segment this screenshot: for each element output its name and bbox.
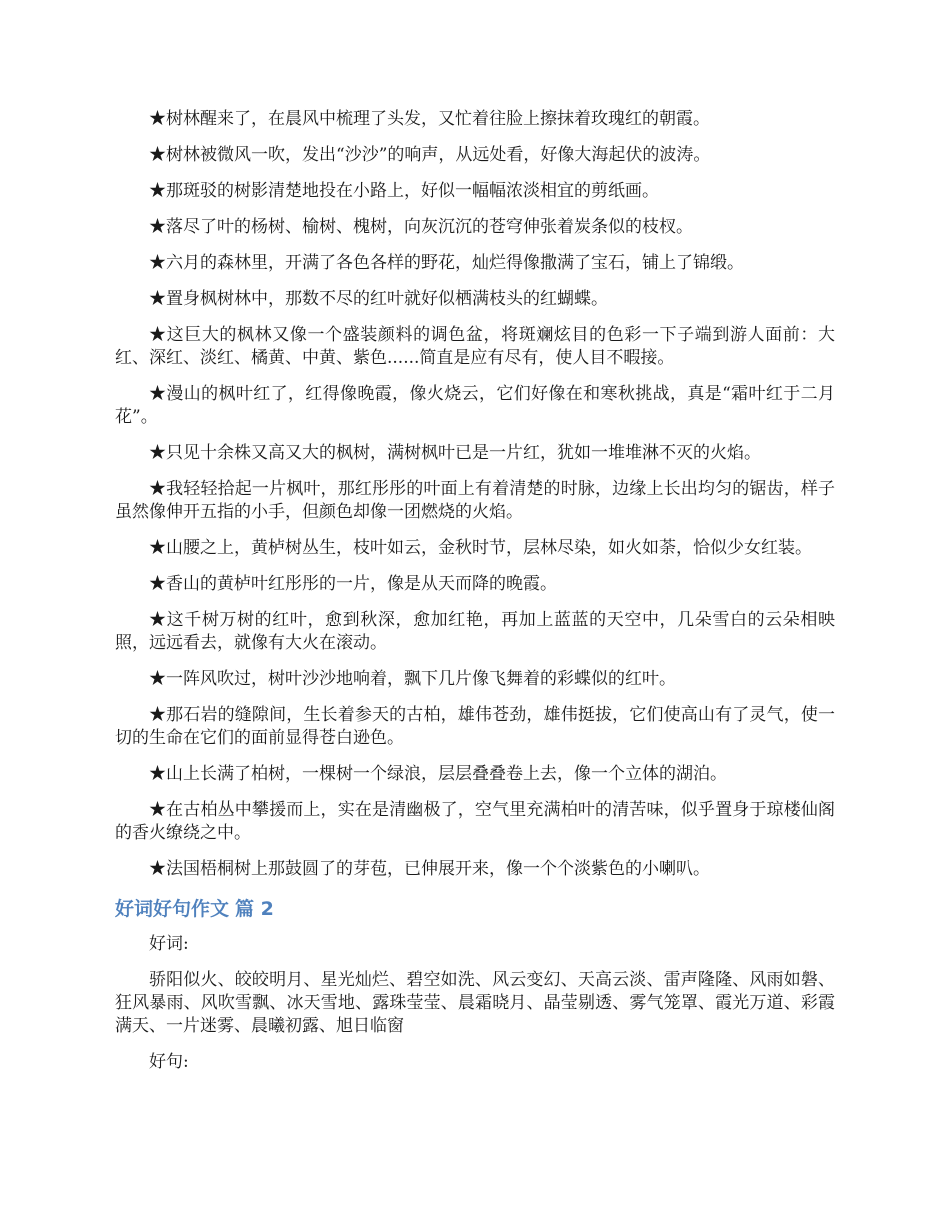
sentences-label: 好句: xyxy=(149,1052,189,1072)
paragraph: ★山上长满了柏树，一棵树一个绿浪，层层叠叠卷上去，像一个立体的湖泊。 xyxy=(149,764,727,784)
paragraph: ★一阵风吹过，树叶沙沙地响着，飘下几片像飞舞着的彩蝶似的红叶。 xyxy=(149,669,676,689)
paragraph: ★我轻轻拾起一片枫叶，那红彤彤的叶面上有着清楚的时脉，边缘上长出均匀的锯齿，样子虽然像伸开五指的小手，但颜色却像一团燃烧的火焰。 xyxy=(115,479,835,522)
paragraph: ★落尽了叶的杨树、榆树、槐树，向灰沉沉的苍穹伸张着炭条似的枝杈。 xyxy=(149,217,693,237)
paragraph: ★山腰之上，黄栌树丛生，枝叶如云，金秋时节，层林尽染，如火如荼，恰似少女红装。 xyxy=(149,538,812,558)
paragraph: ★树林被微风一吹，发出“沙沙”的响声，从远处看，好像大海起伏的波涛。 xyxy=(149,145,711,165)
paragraph: ★六月的森林里，开满了各色各样的野花，灿烂得像撒满了宝石，铺上了锦缎。 xyxy=(149,253,744,273)
paragraph: ★这千树万树的红叶，愈到秋深，愈加红艳，再加上蓝蓝的天空中，几朵雪白的云朵相映照，远远看去，就像有大火在滚动。 xyxy=(115,610,835,653)
paragraph: ★那石岩的缝隙间，生长着参天的古柏，雄伟苍劲，雄伟挺拔，它们使高山有了灵气，使一切的生命在它们的面前显得苍白逊色。 xyxy=(115,705,835,748)
section-heading-number: 篇 2 xyxy=(235,898,274,920)
paragraph: ★置身枫树林中，那数不尽的红叶就好似栖满枝头的红蝴蝶。 xyxy=(149,289,608,309)
paragraph: ★树林醒来了，在晨风中梳理了头发，又忙着往脸上擦抹着玫瑰红的朝霞。 xyxy=(149,109,710,129)
paragraph: ★只见十余株又高又大的枫树，满树枫叶已是一片红，犹如一堆堆淋不灭的火焰。 xyxy=(149,443,761,463)
section-heading xyxy=(115,897,835,921)
paragraph: ★那斑驳的树影清楚地投在小路上，好似一幅幅浓淡相宜的剪纸画。 xyxy=(149,181,659,201)
document-body xyxy=(115,108,835,1087)
paragraph: ★在古柏丛中攀援而上，实在是清幽极了，空气里充满柏叶的清苦味，似乎置身于琼楼仙阁的香火缭绕之中。 xyxy=(115,800,835,843)
words-paragraph: 骄阳似火、皎皎明月、星光灿烂、碧空如洗、风云变幻、天高云淡、雷声隆隆、风雨如磐、狂风暴雨、风吹雪飘、冰天雪地、露珠莹莹、晨霜晓月、晶莹剔透、雾气笼罩、霞光万道、彩霞满天、一片迷雾、晨曦初露、旭日临窗 xyxy=(115,970,835,1036)
paragraph: ★法国梧桐树上那鼓圆了的芽苞，已伸展开来，像一个个淡紫色的小喇叭。 xyxy=(149,859,710,879)
paragraph: ★香山的黄栌叶红彤彤的一片，像是从天而降的晚霞。 xyxy=(149,574,557,594)
paragraph: ★漫山的枫叶红了，红得像晚霞，像火烧云，它们好像在和寒秋挑战，真是“霜叶红于二月花”。 xyxy=(115,384,835,427)
section-heading-title: 好词好句作文 xyxy=(115,898,230,920)
words-label: 好词: xyxy=(149,934,189,954)
paragraph: ★这巨大的枫林又像一个盛装颜料的调色盆，将斑斓炫目的色彩一下子端到游人面前：大红、深红、淡红、橘黄、中黄、紫色......简直是应有尽有，使人目不暇接。 xyxy=(115,325,835,368)
